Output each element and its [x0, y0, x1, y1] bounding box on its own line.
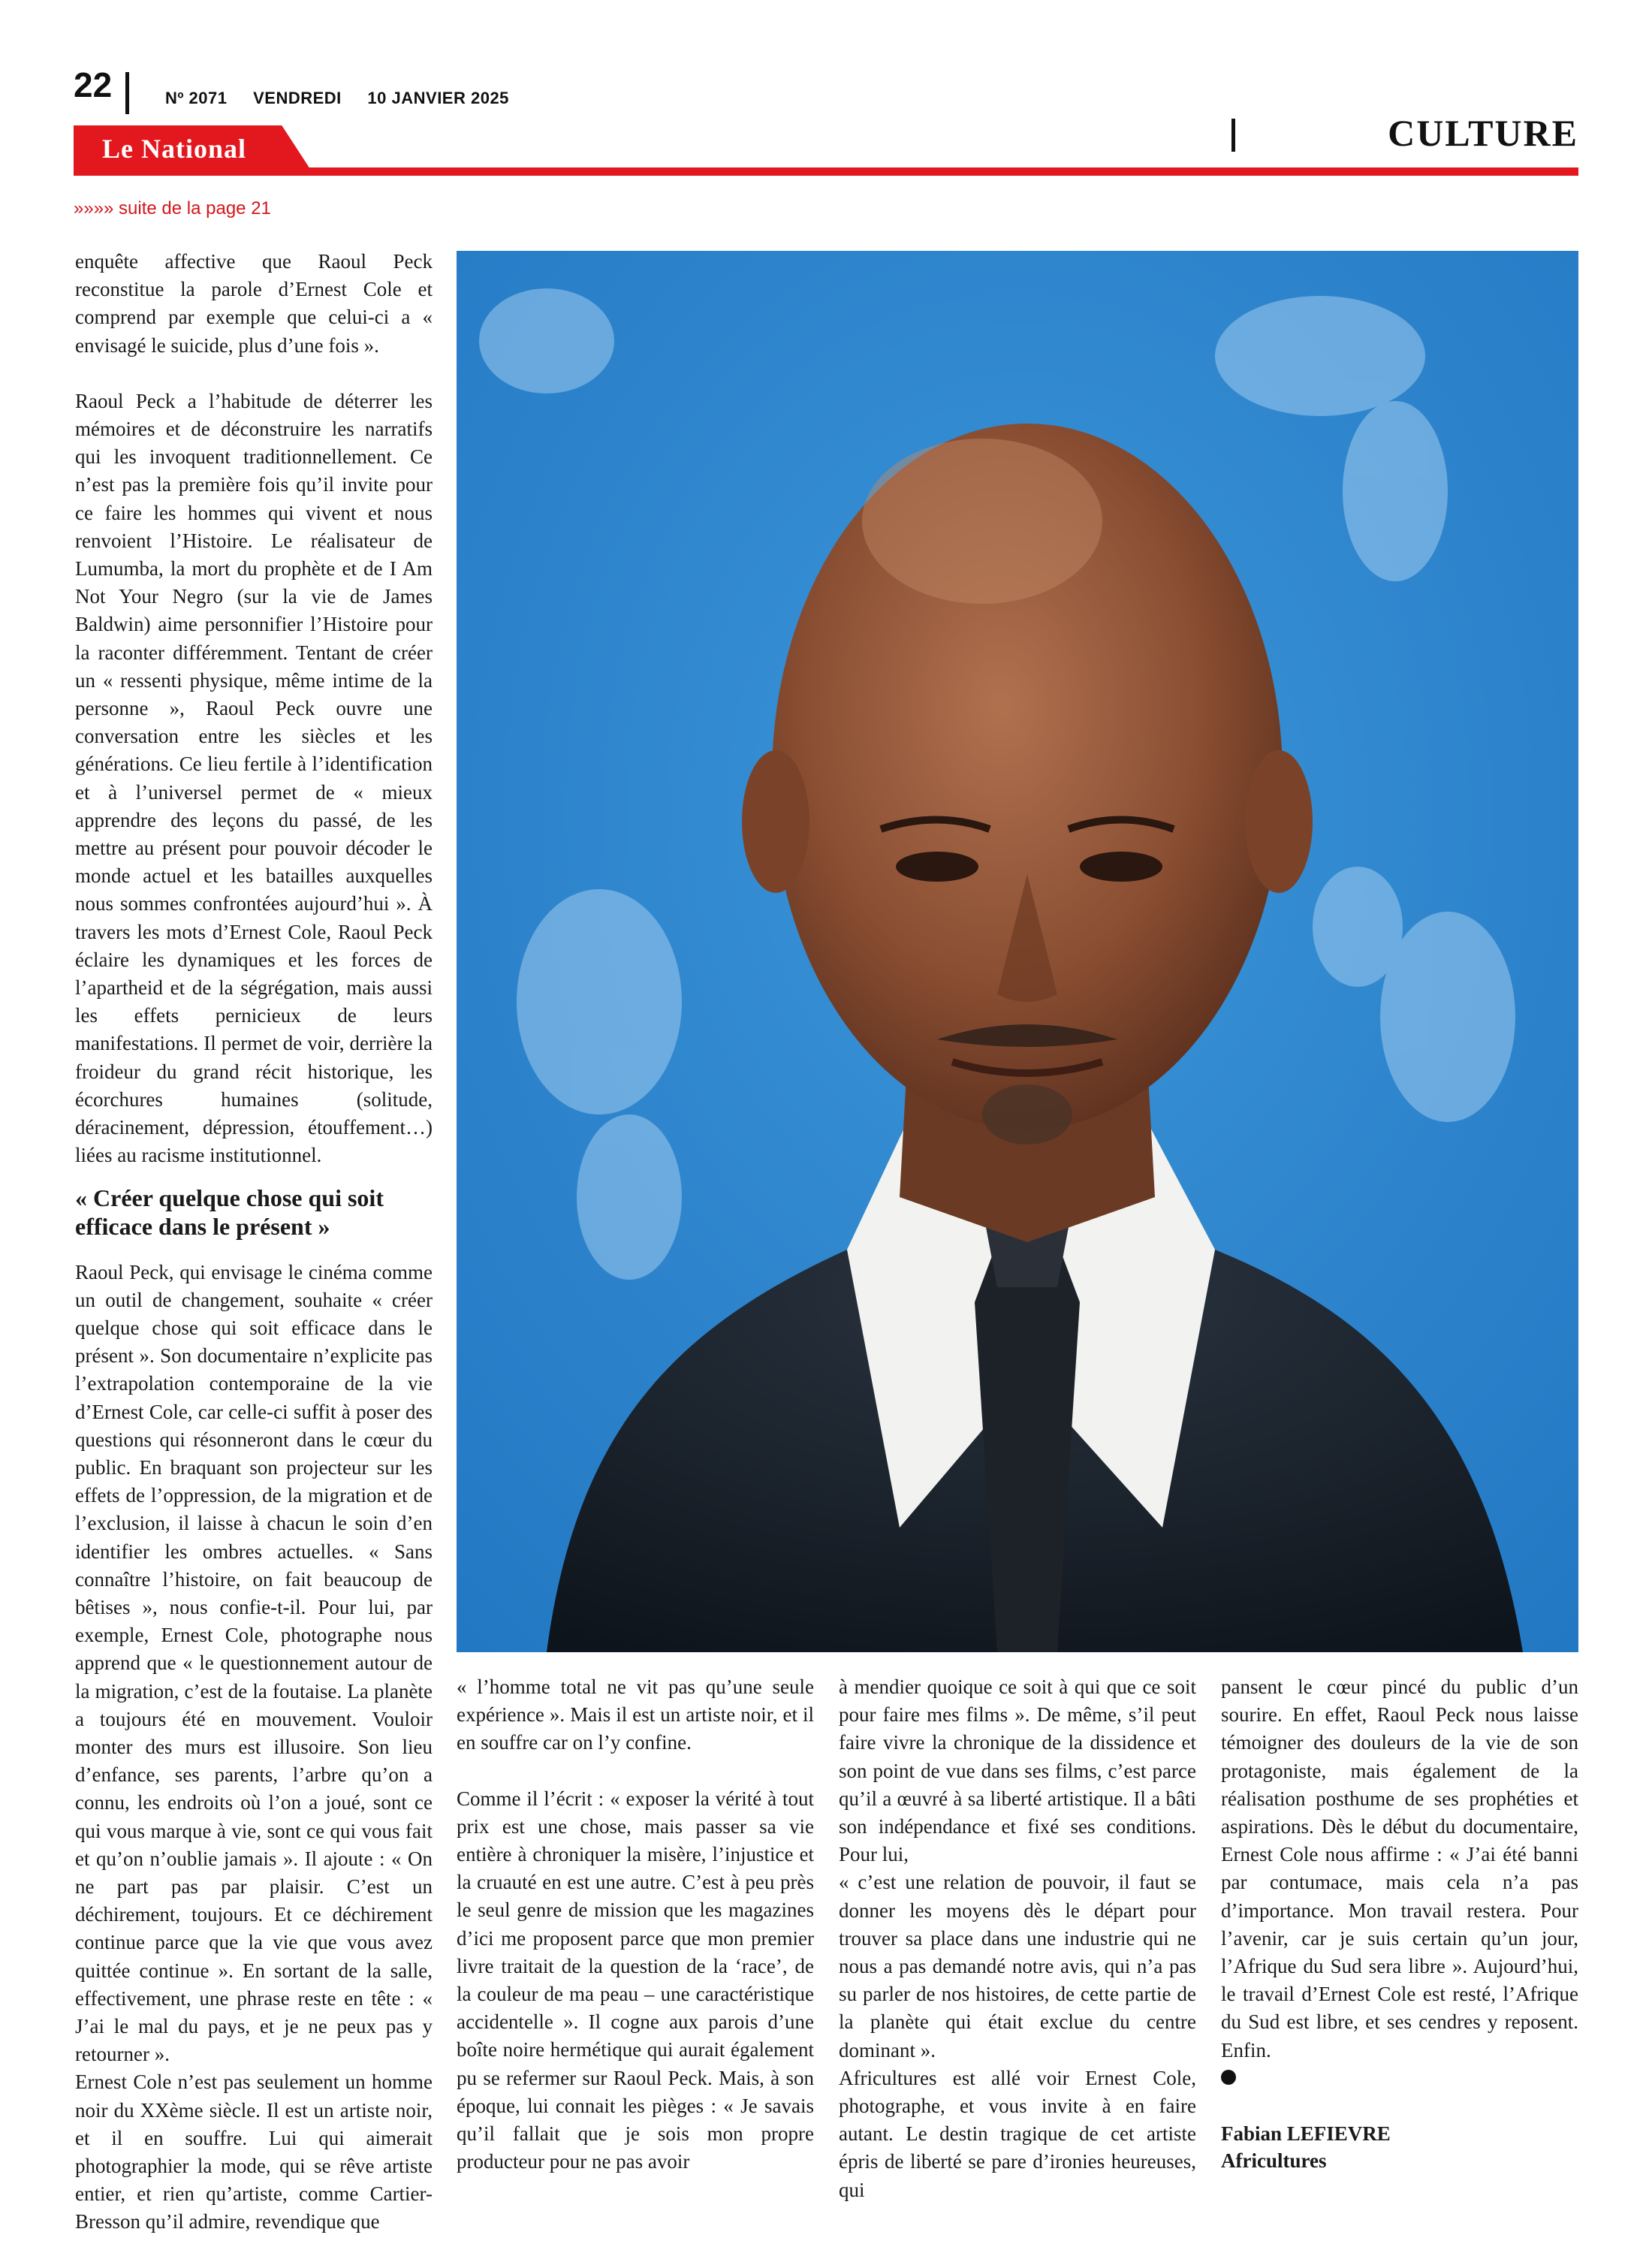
- portrait-photo: [457, 251, 1578, 1652]
- paragraph-gap: [75, 360, 433, 388]
- paragraph: Raoul Peck, qui envisage le cinéma comme un outil de changement, souhaite « créer quelque chose qui soit efficace dans le présent ». Son documentaire n’explicite pas l’extrapolation contemporaine de la vie d’Ernest Cole, car celle-ci suffit à poser des questions qui résonneront dans le cœur du public. En braquant son projecteur sur les effets de l’oppression, de la migration et de l’exclusion, il laisse à chacun le soin d’en identifier les ombres actuelles. « Sans connaître l’histoire, on fait beaucoup de bêtises », nous confie-t-il. Pour lui, par exemple, Ernest Cole, photographe nous apprend que « le questionnement autour de la migration, c’est de la foutaise. La planète a toujours été en mouvement. Vouloir monter des murs est illusoire. Son lieu d’enfance, ses parents, l’arbre qu’on a connu, les endroits où l’on a joué, sont ce qui vous marque à vie, sont ce qui vous fait et qu’on n’oublie jamais ». Il ajoute : « On ne part pas par plaisir. C’est un déchirement, toujours. Et ce déchirement continue parce que la vie que vous avez quittée continue ». En sortant de la salle, effectivement, une phrase reste en tête : « J’ai le mal du pays, et je ne peux pas y retourner ».: [75, 1260, 433, 2066]
- issue-date: 10 JANVIER 2025: [367, 89, 509, 107]
- subheading: « Créer quelque chose qui soit efficace dans le présent »: [75, 1184, 384, 1240]
- brand-logo: Le National: [102, 134, 247, 164]
- source-name: Africultures: [1221, 2149, 1327, 2173]
- paragraph: « l’homme total ne vit pas qu’une seule expérience ». Mais il est un artiste noir, et il en souffre car on l’y confine.: [457, 1675, 814, 1754]
- paragraph-gap: [457, 1757, 814, 1785]
- continued-note: »»»» suite de la page 21: [74, 198, 271, 219]
- paragraph: Ernest Cole n’est pas seulement un homme noir du XXème siècle. Il est un artiste noir, et il en souffre. Lui qui aimerait photographier la mode, qui se rêve artiste entier, et rien qu’artiste, comme Cartier-Bresson qu’il admire, revendique que: [75, 2071, 433, 2233]
- article-column-1: [75, 248, 433, 2236]
- header-rule: [74, 167, 1578, 176]
- issue-line: [165, 89, 530, 108]
- section-title: CULTURE: [1388, 112, 1578, 154]
- page-number: 22: [74, 65, 113, 104]
- paragraph: « c’est une relation de pouvoir, il faut se donner les moyens dès le départ pour trouver sa place dans une industrie qui ne nous a pas demandé notre avis, qui n’a pas su parler de nos histoires, de cette partie de la planète qui était exclue du centre dominant ».: [839, 1871, 1196, 2061]
- article-column-2: [457, 1673, 814, 2176]
- section-divider: [1231, 119, 1235, 152]
- author-name: Fabian LEFIEVRE: [1221, 2122, 1391, 2146]
- end-mark-icon: [1221, 2070, 1236, 2085]
- paragraph: à mendier quoique ce soit à qui que ce soit pour faire mes films ». De même, s’il peut faire vivre la chronique de la dissidence et son point de vue dans ses films, c’est parce qu’il a œuvré à sa liberté artistique. Il a bâti son indépendance et fixé ses conditions. Pour lui,: [839, 1675, 1196, 1866]
- paragraph: Africultures est allé voir Ernest Cole, photographe, et vous invite à en faire autant. Le destin tragique de cet artiste épris de liberté se pare d’ironies heureuses, qui: [839, 2066, 1196, 2201]
- issue-day: VENDREDI: [253, 89, 342, 107]
- paragraph: pansent le cœur pincé du public d’un sourire. En effet, Raoul Peck nous laisse témoigner des douleurs de la vie de son protagoniste, mais également de la réalisation posthume de ses prophéties et aspirations. Dès le début du documentaire, Ernest Cole nous affirme : « J’ai été banni par contumace, mais cela n’a pas d’importance. Mon travail restera. Pour l’avenir, car je suis certain qu’un jour, l’Afrique du Sud sera libre ». Aujourd’hui, le travail d’Ernest Cole est resté, l’Afrique du Sud est libre, et ses cendres y reposent. Enfin.: [1221, 1675, 1578, 2061]
- issue-number: Nº 2071: [165, 89, 228, 107]
- article-column-4: [1221, 1673, 1578, 2174]
- paragraph: Comme il l’écrit : « exposer la vérité à tout prix est une chose, mais passer sa vie entière à chroniquer la misère, l’injustice et la cruauté en est une autre. C’est à peu près le seul genre de mission que les magazines d’ici me proposent parce que mon premier livre traitait de la question de la ‘race’, de la couleur de ma peau – une caractéristique accidentelle ». Il cogne aux parois d’une boîte noire hermétique qui aurait également pu se refermer sur Raoul Peck. Mais, à son époque, lui connait les pièges : « Je savais qu’il fallait que je sois mon propre producteur pour ne pas avoir: [457, 1787, 814, 2173]
- paragraph: Raoul Peck a l’habitude de déterrer les mémoires et de déconstruire les narratifs qui les invoquent traditionnellement. Ce n’est pas la première fois qu’il invite pour ce faire les hommes qui vivent et nous renvoient l’Histoire. Le réalisateur de Lumumba, la mort du prophète et de I Am Not Your Negro (sur la vie de James Baldwin) aime personnifier l’Histoire pour la raconter différemment. Tentant de créer un « ressenti physique, même intime de la personne », Raoul Peck ouvre une conversation entre les siècles et les générations. Ce lieu fertile à l’identification et à l’universel permet de « mieux apprendre des leçons du passé, de les mettre au présent pour pouvoir décoder le monde actuel et les batailles auxquelles nous sommes confrontées aujourd’hui ». À travers les mots d’Ernest Cole, Raoul Peck éclaire les dynamiques et les forces de l’apartheid et de la ségrégation, mais aussi les effets pernicieux de leurs manifestations. Il permet de voir, derrière la froideur du grand récit historique, les écorchures humaines (solitude, déracinement, dépression, étouffement…) liées au racisme institutionnel.: [75, 389, 433, 1167]
- paragraph: enquête affective que Raoul Peck reconstitue la parole d’Ernest Cole et comprend par exemple que celui-ci a « envisagé le suicide, plus d’une fois ».: [75, 250, 433, 357]
- article-column-3: [839, 1673, 1196, 2204]
- paragraph-gap: [1221, 2092, 1578, 2120]
- folio-divider: [125, 72, 129, 114]
